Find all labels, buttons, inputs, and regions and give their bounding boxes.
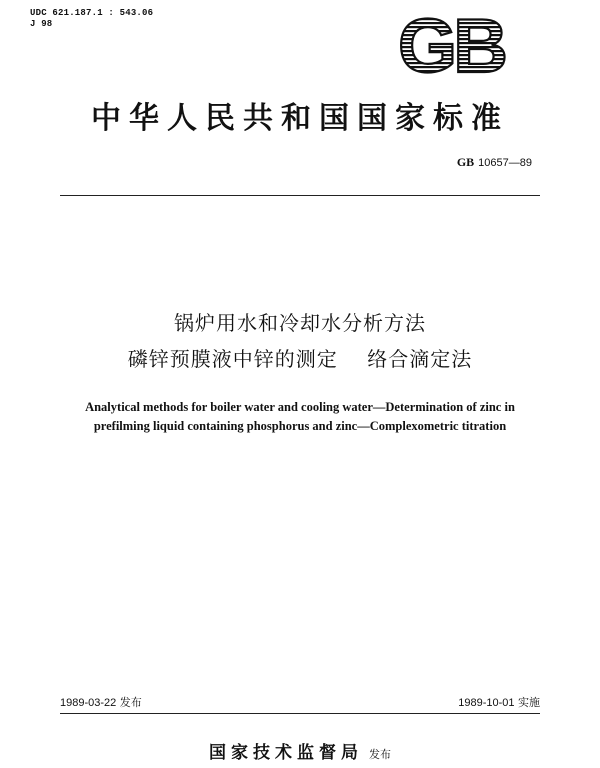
udc-code: UDC 621.187.1 : 543.06 — [30, 8, 154, 18]
issuing-authority — [0, 738, 600, 763]
category-code: J 98 — [30, 19, 53, 29]
standard-title: 中华人民共和国国家标准 — [91, 101, 509, 136]
issuer-name: 国家技术监督局 — [209, 743, 363, 763]
issued-date — [60, 694, 142, 710]
udc-classification — [30, 8, 153, 30]
standard-code-number: 10657—89 — [478, 157, 532, 169]
gb-logo — [392, 10, 510, 80]
chinese-title-line-2: 磷锌预膜液中锌的测定 络合滴定法 — [127, 347, 473, 371]
effective-date-value: 1989-10-01 — [458, 697, 515, 709]
gb-logo-text: GB — [398, 10, 504, 80]
issued-date-value: 1989-03-22 — [60, 697, 117, 709]
bottom-divider — [60, 713, 540, 714]
effective-date-label: 实施 — [518, 696, 540, 709]
top-divider — [60, 195, 540, 196]
issuer-action: 发布 — [369, 748, 391, 761]
issued-date-label: 发布 — [119, 696, 142, 709]
standard-code-prefix: GB — [456, 155, 475, 169]
chinese-title-line-1: 锅炉用水和冷却水分析方法 — [174, 311, 426, 335]
standard-number — [457, 155, 532, 170]
gb-logo-graphic — [392, 10, 510, 80]
english-title-line-1: Analytical methods for boiler water and cooling water—Determination of zinc in — [85, 400, 515, 414]
effective-date — [458, 694, 540, 710]
english-title-line-2: prefilming liquid containing phosphorus and zinc—Complexometric titration — [93, 419, 507, 433]
